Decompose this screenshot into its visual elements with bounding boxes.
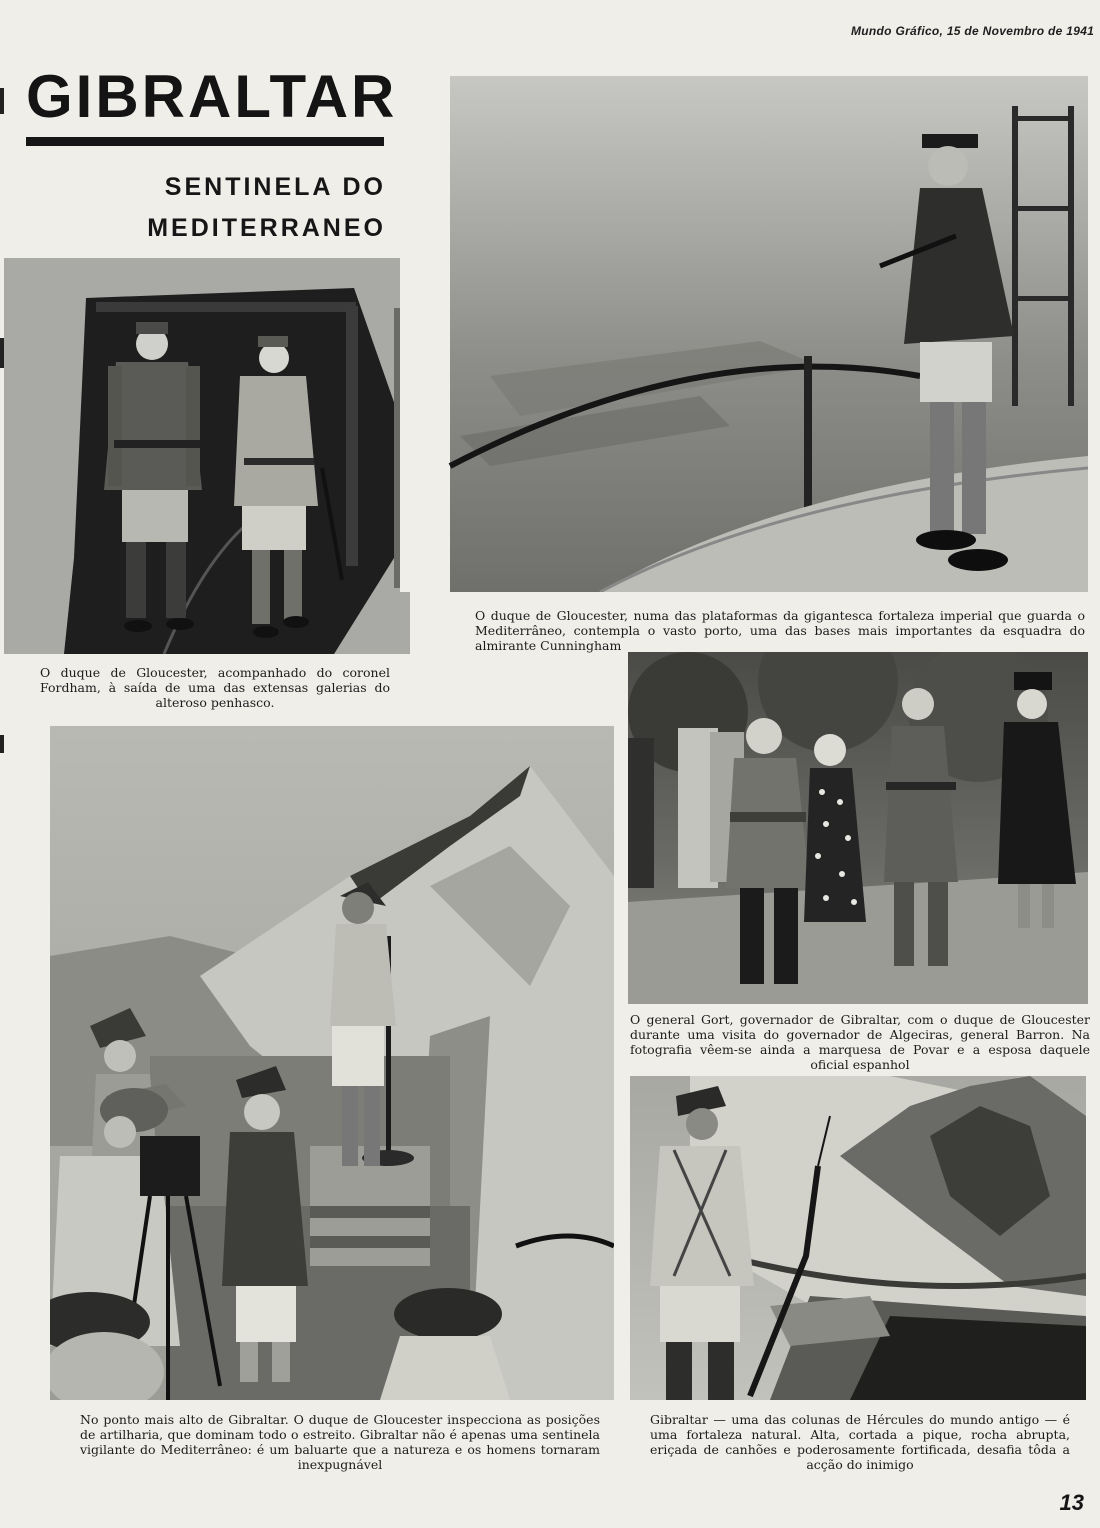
page-title: GIBRALTAR (26, 63, 398, 130)
photo-summit-inspection (50, 726, 614, 1400)
date-line: Mundo Gráfico, 15 de Novembro de 1941 (851, 24, 1095, 38)
subtitle-line: MEDITERRANEO (147, 214, 386, 242)
page-number: 13 (1059, 1490, 1084, 1515)
photo-official-visit (628, 652, 1088, 1004)
photo-platform-graphic (400, 76, 1088, 592)
photo-rock-sentry (630, 1076, 1086, 1400)
margin-mark (0, 735, 4, 753)
photo-summit-inspection-graphic (50, 726, 614, 1400)
photo-platform (400, 76, 1088, 592)
photo-rock-sentry-graphic (630, 1076, 1086, 1400)
caption-official-visit: O general Gort, governador de Gibraltar, com o duque de Gloucester durante uma visita do governador de Algeciras, general Barron. Na fotografia vêem-se ainda a marquesa de Povar e a esposa daquele oficial espanhol (630, 1012, 1090, 1072)
page-subtitle (110, 167, 386, 249)
margin-mark (0, 88, 4, 114)
photo-official-visit-graphic (628, 652, 1088, 1004)
caption-tunnel-exit: O duque de Gloucester, acompanhado do coronel Fordham, à saída de uma das extensas galerias do alteroso penhasco. (40, 665, 390, 710)
caption-summit-inspection: No ponto mais alto de Gibraltar. O duque de Gloucester inspecciona as posições de artilharia, que dominam todo o estreito. Gibraltar não é apenas uma sentinela vigilante do Mediterrâneo: é um baluarte que a natureza e os homens tornaram inexpugnável (80, 1412, 600, 1472)
caption-rock-sentry: Gibraltar — uma das colunas de Hércules do mundo antigo — é uma fortaleza natural. Alta, cortada a pique, rocha abrupta, eriçada de canhões e poderosamente fortificada, desafia tôda a acção do inimigo (650, 1412, 1070, 1472)
photo-tunnel-exit-graphic (4, 258, 410, 654)
photo-tunnel-exit (4, 258, 410, 654)
caption-platform: O duque de Gloucester, numa das plataformas da gigantesca fortaleza imperial que guarda o Mediterrâneo, contempla o vasto porto, uma das bases mais importantes da esquadra do almirante Cunningham (475, 608, 1085, 653)
subtitle-line: SENTINELA DO (164, 173, 386, 201)
title-rule (26, 137, 384, 146)
